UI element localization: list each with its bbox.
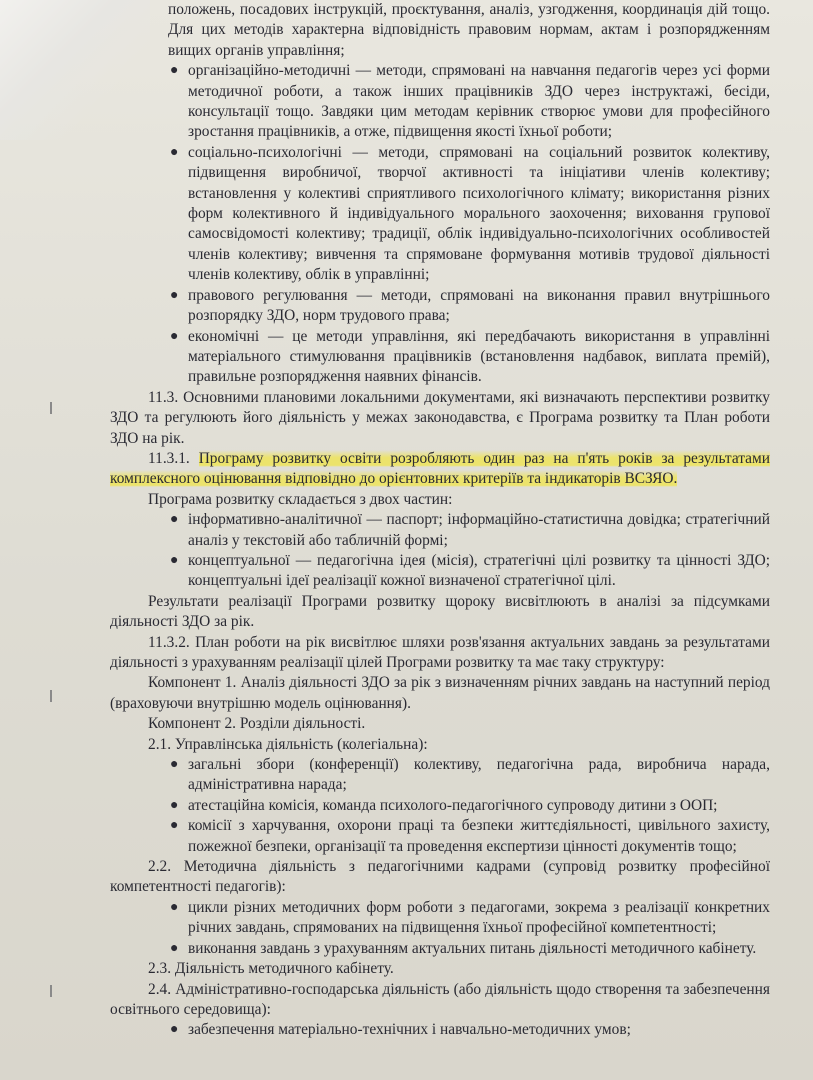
methodical-list bbox=[110, 898, 770, 959]
list-item: ● забезпечення матеріально-технічних і навчально-методичних умов; bbox=[188, 1020, 770, 1040]
bullet-icon: ● bbox=[170, 512, 179, 528]
section-11-3: 11.3. Основними плановими локальними документами, які визначають перспективи розвитку ЗДО та регулюють його діяльність у межах законодавства, є Програма розвитку та План роботи ЗДО на рік. bbox=[110, 388, 770, 447]
admin-list bbox=[110, 1020, 770, 1040]
bullet-icon: ● bbox=[170, 757, 179, 773]
management-list bbox=[110, 755, 770, 857]
bullet-icon: ● bbox=[170, 797, 179, 813]
list-item: ● концептуальної — педагогічна ідея (місія), стратегічні цілі розвитку та цінності ЗДО; концептуальні ідеї реалізації кожної визначеної стратегічної цілі. bbox=[170, 551, 770, 590]
bullet-icon: ● bbox=[170, 818, 179, 834]
section-11-3-1: 11.3.1. Програму розвитку освіти розробляють один раз на п'ять років за результатами комплексного оцінювання відповідно до орієнтовних критеріїв та індикаторів ВСЗЯО. bbox=[110, 449, 770, 488]
margin-mark bbox=[50, 402, 52, 414]
paragraph-continuation: положень, посадових інструкцій, проєктування, аналіз, узгодження, координація дій тощо. Для цих методів характерна відповідність правовим нормам, актам і розпорядженням вищих органів управління; bbox=[168, 1, 770, 59]
bullet-icon: ● bbox=[170, 63, 179, 79]
bullet-icon: ● bbox=[170, 328, 179, 344]
section-2-1: 2.1. Управлінська діяльність (колегіальна): bbox=[148, 735, 428, 753]
program-parts-list bbox=[110, 510, 770, 592]
list-item: ● атестаційна комісія, команда психолого-педагогічного супроводу дитини з ООП; bbox=[188, 796, 770, 816]
paragraph-parts: Програма розвитку складається з двох частин: bbox=[148, 490, 453, 508]
bullet-icon: ● bbox=[170, 1022, 179, 1038]
methods-list bbox=[110, 61, 770, 388]
list-item: ● організаційно-методичні — методи, спрямовані на навчання педагогів через усі форми методичної роботи, а також інших працівників ЗДО через інструктажі, бесіди, консультації тощо. Завдяки цим методам керівник створює умови для професійного зростання працівників, а отже, підвищення якості їхньої роботи; bbox=[170, 62, 770, 141]
component-2: Компонент 2. Розділи діяльності. bbox=[148, 715, 366, 733]
section-2-4: 2.4. Адміністративно-господарська діяльність (або діяльність щодо створення та забезпечення освітнього середовища): bbox=[110, 980, 770, 1018]
document-text bbox=[110, 0, 770, 1041]
list-item: ● комісії з харчування, охорони праці та безпеки життєдіяльності, цивільного захисту, пожежної безпеки, організації та проведення експертизи цінності документів тощо; bbox=[170, 817, 770, 855]
highlighted-text: Програму розвитку освіти розробляють один раз на п'ять років за результатами комплексного оцінювання відповідно до орієнтовних критеріїв та індикаторів ВСЗЯО. bbox=[110, 449, 770, 488]
list-item: ● виконання завдань з урахуванням актуальних питань діяльності методичного кабінету. bbox=[188, 939, 770, 959]
list-item: ● загальні збори (конференції) колективу, педагогічна рада, виробнича нарада, адміністративна нарада; bbox=[170, 756, 770, 794]
bullet-icon: ● bbox=[170, 940, 179, 956]
bullet-icon: ● bbox=[170, 899, 179, 915]
margin-mark bbox=[50, 985, 52, 997]
bullet-icon: ● bbox=[170, 287, 179, 303]
list-item: ● цикли різних методичних форм роботи з педагогами, зокрема з реалізації конкретних річних завдань, спрямованих на підвищення їхньої професійної компетентності; bbox=[170, 898, 770, 937]
bullet-icon: ● bbox=[170, 552, 179, 568]
list-item: ● економічні — це методи управління, які передбачають використання в управлінні матеріального стимулювання працівників (встановлення надбавок, виплата премій), правильне розпорядження наявних фінансів. bbox=[170, 327, 770, 386]
list-item: ● інформативно-аналітичної — паспорт; інформаційно-статистична довідка; стратегічний аналіз у текстовій або табличній формі; bbox=[170, 511, 770, 549]
paragraph-results: Результати реалізації Програми розвитку щороку висвітлюють в аналізі за підсумками діяльності ЗДО за рік. bbox=[110, 592, 770, 631]
list-item: ● соціально-психологічні — методи, спрямовані на соціальний розвиток колективу, підвищення виробничої, творчої активності та ініціативи членів колективу; встановлення у колективі сприятливого психологічного клімату; використання різних форм колективного й індивідуального морального заохочення; виховання групової самосвідомості колективу; традиції, облік індивідуально-психологічних особливостей членів колективу; вивчення та спрямоване формування мотивів трудової діяльності членів колективу, облік в управлінні; bbox=[170, 143, 770, 284]
section-2-2: 2.2. Методична діяльність з педагогічними кадрами (супровід розвитку професійної компетентності педагогів): bbox=[110, 858, 770, 896]
section-2-3: 2.3. Діяльність методичного кабінету. bbox=[148, 960, 394, 978]
section-11-3-2: 11.3.2. План роботи на рік висвітлює шляхи розв'язання актуальних завдань за результатами діяльності з урахуванням реалізації цілей Програми розвитку та має таку структуру: bbox=[110, 633, 770, 671]
margin-mark bbox=[50, 690, 52, 702]
list-item: ● правового регулювання — методи, спрямовані на виконання правил внутрішнього розпорядку ЗДО, норм трудового права; bbox=[170, 286, 770, 325]
component-1: Компонент 1. Аналіз діяльності ЗДО за рік з визначенням річних завдань на наступний період (враховуючи внутрішню модель оцінювання). bbox=[110, 674, 770, 712]
bullet-icon: ● bbox=[170, 144, 179, 160]
